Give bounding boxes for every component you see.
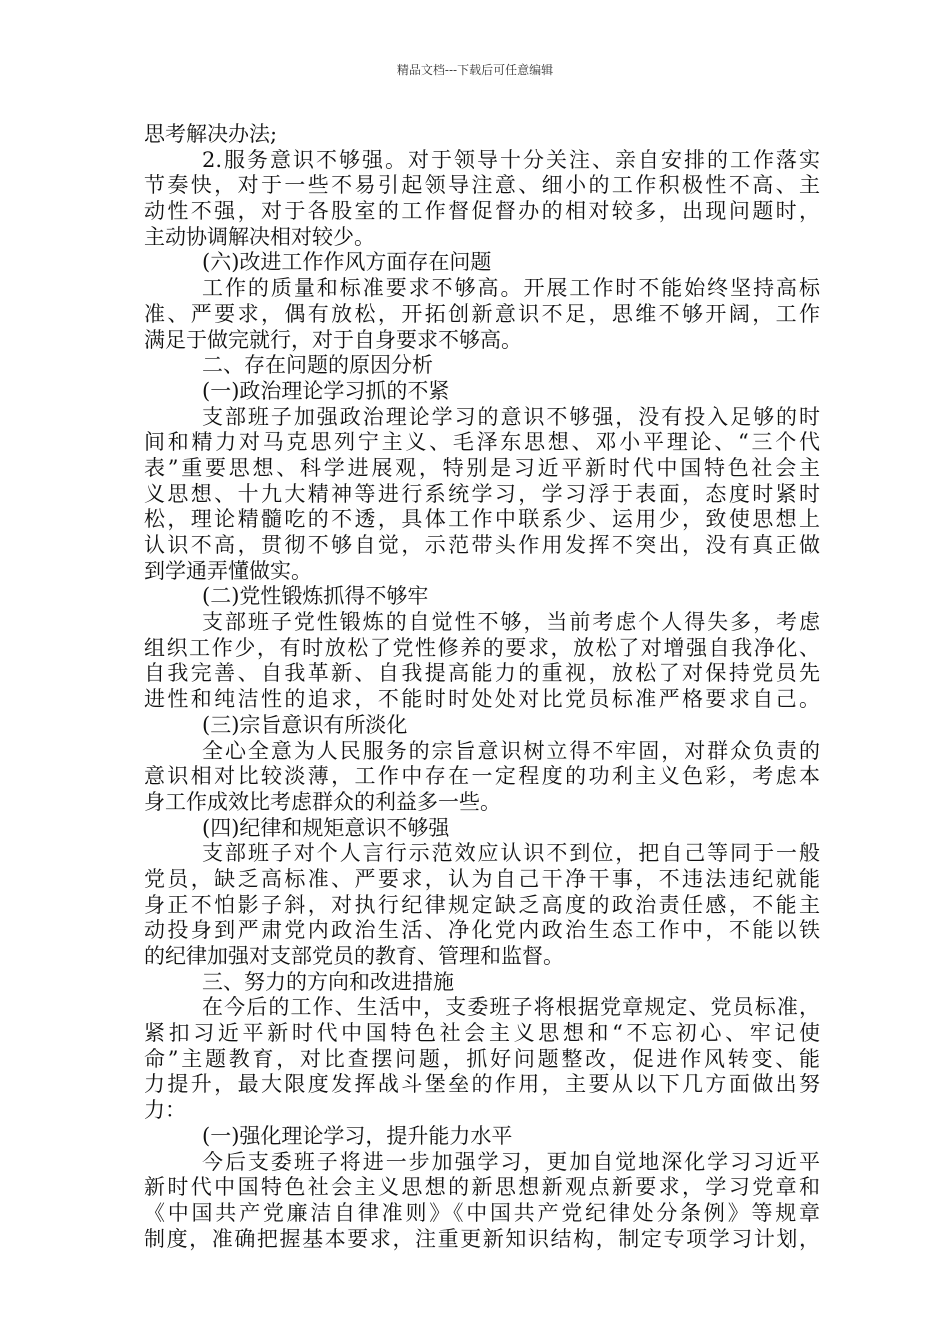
text-line: 今后支委班子将进一步加强学习，更加自觉地深化学习习近平 bbox=[202, 1149, 820, 1174]
text-line: 制度，准确把握基本要求，注重更新知识结构，制定专项学习计划， bbox=[144, 1226, 820, 1251]
text-line: 支部班子加强政治理论学习的意识不够强，没有投入足够的时 bbox=[202, 404, 820, 429]
text-line: 义思想、十九大精神等进行系统学习，学习浮于表面，态度时紧时 bbox=[144, 481, 820, 506]
text-line: 紧扣习近平新时代中国特色社会主义思想和“不忘初心、牢记使 bbox=[144, 1021, 820, 1046]
text-line: 身正不怕影子斜，对执行纪律规定缺乏高度的政治责任感，不能主 bbox=[144, 892, 820, 917]
text-line: 松，理论精髓吃的不透，具体工作中联系少、运用少，致使思想上 bbox=[144, 507, 820, 532]
text-line: 身工作成效比考虑群众的利益多一些。 bbox=[144, 789, 501, 814]
text-line: (三)宗旨意识有所淡化 bbox=[202, 712, 408, 737]
page-header: 精品文档---下载后可任意编辑 bbox=[396, 63, 554, 77]
text-line: 二、存在问题的原因分析 bbox=[202, 353, 433, 378]
text-line: 工作的质量和标准要求不够高。开展工作时不能始终坚持高标 bbox=[202, 276, 820, 301]
text-line: 进性和纯洁性的追求，不能时时处处对比党员标准严格要求自己。 bbox=[144, 687, 820, 712]
text-line: 力提升，最大限度发挥战斗堡垒的作用，主要从以下几方面做出努 bbox=[144, 1072, 820, 1097]
text-line: (六)改进工作作风方面存在问题 bbox=[202, 250, 492, 275]
document-body bbox=[144, 122, 820, 1252]
text-line: 全心全意为人民服务的宗旨意识树立得不牢固，对群众负责的 bbox=[202, 738, 820, 763]
text-line: (二)党性锻炼抓得不够牢 bbox=[202, 584, 429, 609]
text-line: 到学通弄懂做实。 bbox=[144, 558, 312, 583]
text-line: 动性不强，对于各股室的工作督促督办的相对较多，出现问题时， bbox=[144, 199, 820, 224]
text-line: 支部班子党性锻炼的自觉性不够，当前考虑个人得失多，考虑 bbox=[202, 610, 820, 635]
text-line: 节奏快，对于一些不易引起领导注意、细小的工作积极性不高、主 bbox=[144, 173, 820, 198]
text-line: (一)强化理论学习，提升能力水平 bbox=[202, 1123, 513, 1148]
text-line: 《中国共产党廉洁自律准则》《中国共产党纪律处分条例》等规章 bbox=[144, 1200, 820, 1225]
text-line: 思考解决办法; bbox=[144, 122, 278, 146]
text-line: 主动协调解决相对较少。 bbox=[144, 224, 375, 249]
text-line: 意识相对比较淡薄，工作中存在一定程度的功利主义色彩，考虑本 bbox=[144, 764, 820, 789]
text-line: 组织工作少，有时放松了党性修养的要求，放松了对增强自我净化、 bbox=[144, 635, 820, 660]
text-line: 间和精力对马克思列宁主义、毛泽东思想、邓小平理论、“三个代 bbox=[144, 430, 820, 455]
text-line: 支部班子对个人言行示范效应认识不到位，把自己等同于一般 bbox=[202, 841, 820, 866]
text-line: 动投身到严肃党内政治生活、净化党内政治生态工作中，不能以铁 bbox=[144, 918, 820, 943]
text-line: 的纪律加强对支部党员的教育、管理和监督。 bbox=[144, 944, 564, 968]
text-line: 三、努力的方向和改进措施 bbox=[202, 969, 454, 994]
text-line: 满足于做完就行，对于自身要求不够高。 bbox=[144, 327, 522, 352]
text-line: (四)纪律和规矩意识不够强 bbox=[202, 815, 450, 840]
text-line: 认识不高，贯彻不够自觉，示范带头作用发挥不突出，没有真正做 bbox=[144, 533, 820, 557]
text-line: 自我完善、自我革新、自我提高能力的重视，放松了对保持党员先 bbox=[144, 661, 820, 686]
text-line: 党员，缺乏高标准、严要求，认为自己干净干事，不违法违纪就能 bbox=[144, 866, 820, 891]
text-line: 表”重要思想、科学进展观，特别是习近平新时代中国特色社会主 bbox=[144, 455, 820, 480]
text-line: 2.服务意识不够强。对于领导十分关注、亲自安排的工作落实 bbox=[202, 147, 820, 172]
text-line: 在今后的工作、生活中，支委班子将根据党章规定、党员标准， bbox=[202, 995, 820, 1020]
text-line: 新时代中国特色社会主义思想的新思想新观点新要求，学习党章和 bbox=[144, 1175, 820, 1200]
text-line: (一)政治理论学习抓的不紧 bbox=[202, 378, 450, 403]
text-line: 力： bbox=[144, 1098, 186, 1123]
text-line: 命”主题教育，对比查摆问题，抓好问题整改，促进作风转变、能 bbox=[144, 1046, 820, 1071]
text-line: 准、严要求，偶有放松，开拓创新意识不足，思维不够开阔，工作 bbox=[144, 301, 820, 326]
